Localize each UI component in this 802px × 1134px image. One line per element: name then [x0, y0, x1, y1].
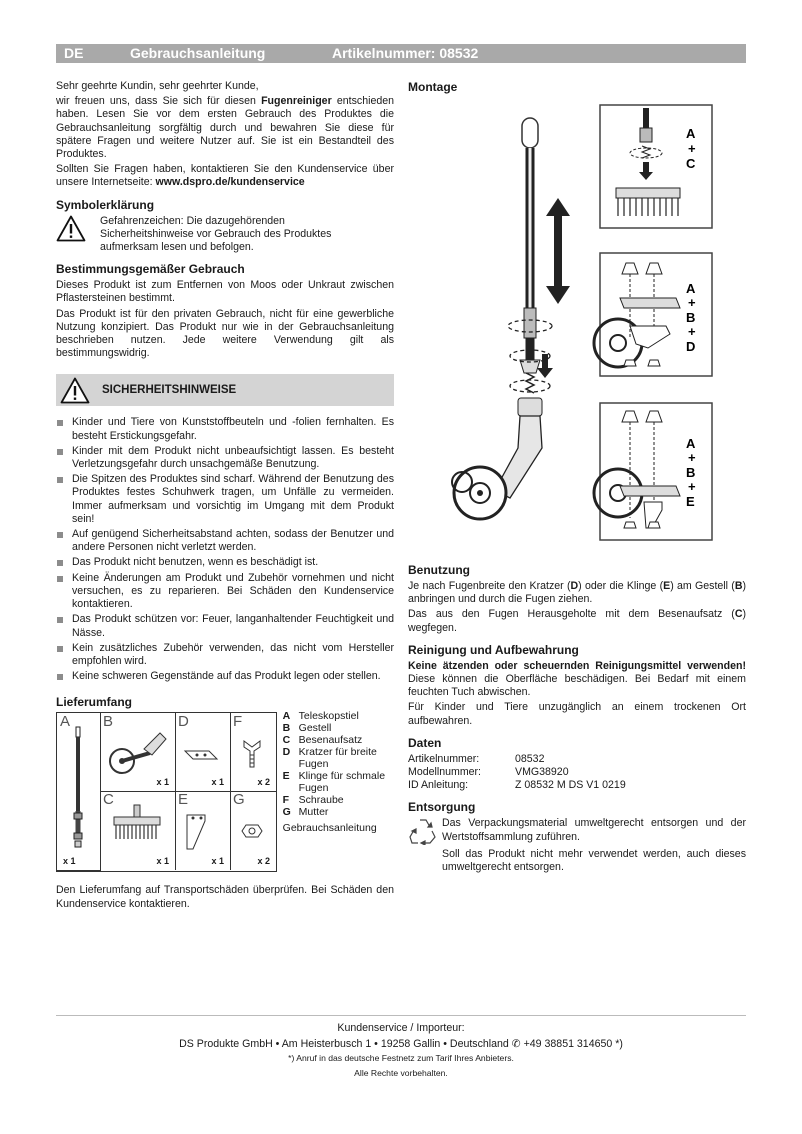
list-item: Das Produkt schützen vor: Feuer, langanhaltender Feuchtigkeit und Nässe.	[56, 613, 394, 639]
footer-importer: Kundenservice / Importeur:	[337, 1022, 465, 1034]
step1-label-a: A	[686, 126, 696, 141]
parts-legend	[283, 710, 394, 872]
safety-list	[56, 416, 394, 683]
article-number: Artikelnummer: 08532	[332, 45, 479, 61]
footer-address: DS Produkte GmbH • Am Heisterbusch 1 • 19258 Gallin • Deutschland ✆ +49 38851 314650 *)	[179, 1038, 623, 1050]
recycling-icon	[408, 817, 438, 845]
step2-label-a: A	[686, 281, 696, 296]
step2-plus-2: +	[688, 324, 696, 339]
step2-label-b: B	[686, 310, 696, 325]
table-row: ID Anleitung: Z 08532 M DS V1 0219	[408, 779, 626, 792]
phone-icon: ✆	[511, 1038, 521, 1050]
entsorgung-heading: Entsorgung	[408, 800, 476, 815]
step3-plus-1: +	[688, 450, 696, 465]
benutzung-heading: Benutzung	[408, 563, 470, 577]
montage-heading: Montage	[408, 80, 458, 94]
scope-note: Den Lieferumfang auf Transportschäden überprüfen. Bei Schäden den Kundenservice kontaktieren.	[56, 884, 394, 910]
entsorgung-paragraph-2: Soll das Produkt nicht mehr verwendet werden, auch dieses umweltgerecht entsorgen.	[442, 847, 746, 874]
step3-label-e: E	[686, 494, 695, 509]
use-heading: Bestimmungsgemäßer Gebrauch	[56, 262, 245, 277]
list-item: Auf genügend Sicherheitsabstand achten, sodass der Benutzer und andere Personen nicht verletzt werden.	[56, 528, 394, 554]
header-bar	[56, 44, 746, 63]
warning-triangle-icon	[60, 377, 90, 404]
part-cell-a: A x 1	[57, 713, 101, 871]
symbol-explanation	[56, 215, 394, 255]
use-paragraph-1: Dieses Produkt ist zum Entfernen von Moos oder Unkraut zwischen Pflastersteinen bestimmt.	[56, 279, 394, 305]
contact-paragraph: Sollten Sie Fragen haben, kontaktieren Sie den Kundenservice über unsere Internetseite: www.dspro.de/kundenservice	[56, 163, 394, 189]
entsorgung-block	[408, 817, 746, 876]
part-cell-g: G x 2	[230, 791, 276, 870]
part-cell-e: E x 1	[175, 791, 231, 870]
list-item: Kein zusätzliches Zubehör verwenden, das nicht vom Hersteller empfohlen wird.	[56, 642, 394, 668]
service-link[interactable]: www.dspro.de/kundenservice	[155, 176, 305, 189]
legend-item: D Kratzer für breite Fugen	[282, 746, 377, 771]
list-item: Keine schweren Gegenstände auf das Produkt legen oder stellen.	[56, 670, 394, 683]
symbol-text: Gefahrenzeichen: Die dazugehörenden Sicherheitshinweise vor Gebrauch des Produktes aufmerksam lesen und befolgen.	[100, 214, 332, 254]
legend-item: C Besenaufsatz	[282, 734, 363, 747]
left-column	[56, 80, 394, 913]
telescope-handle-icon	[57, 713, 100, 870]
step1-label-c: C	[686, 156, 696, 171]
part-cell-f: F x 2	[230, 713, 276, 792]
list-item: Die Spitzen des Produktes sind scharf. Während der Benutzung des Produktes festes Schuhwerk tragen, um Unfälle zu vermeiden. Immer aufmerksam und vorsichtig im Umgang mit dem Produkt sein!	[56, 473, 394, 526]
salutation: Sehr geehrte Kundin, sehr geehrter Kunde,	[56, 80, 259, 92]
intro-paragraph: wir freuen uns, dass Sie sich für diesen Fugenreiniger entschieden haben. Lesen Sie vor dem ersten Gebrauch des Produktes die Gebrauchsanleitung sorgfältig durch und bewahren Sie diese für spätere Fragen und weitere Nutzer auf. Sie ist ein Bestandteil des Produktes.	[56, 95, 395, 161]
step3-label-a: A	[686, 436, 696, 451]
list-item: Kinder und Tiere von Kunststoffbeuteln und -folien fernhalten. Es besteht Erstickungsgefahr.	[56, 416, 394, 442]
reinigung-heading: Reinigung und Aufbewahrung	[408, 642, 579, 657]
legend-item: F Schraube	[282, 794, 344, 807]
legend-manual: Gebrauchsanleitung	[282, 822, 377, 835]
safety-heading: SICHERHEITSHINWEISE	[102, 383, 237, 396]
footer-rights: Alle Rechte vorbehalten.	[354, 1068, 448, 1078]
table-row: Artikelnummer: 08532	[408, 752, 545, 765]
part-cell-b: B x 1	[100, 713, 176, 792]
daten-table	[408, 753, 746, 793]
legend-item: E Klinge für schmale Fugen	[282, 770, 386, 795]
use-paragraph-2: Das Produkt ist für den privaten Gebrauch, nicht für eine gewerbliche Nutzung konzipiert. Das Produkt nur wie in der Gebrauchsanleitung beschrieben nutzen. Jede weitere Verwendung gilt als bestimmungswidrig.	[56, 307, 394, 360]
safety-heading-box	[56, 374, 394, 406]
part-cell-c: C x 1	[100, 791, 176, 870]
table-row: Modellnummer: VMG38920	[408, 766, 569, 779]
scope-block	[56, 712, 394, 872]
footer	[56, 1015, 746, 1078]
step2-plus-1: +	[688, 295, 696, 310]
montage-section	[408, 80, 746, 97]
warning-triangle-icon	[56, 215, 86, 242]
list-item: Keine Änderungen am Produkt und Zubehör vornehmen und nicht versuchen, es zu reparieren. Bei Schäden den Kundenservice kontaktieren.	[56, 572, 394, 612]
assembly-diagram	[440, 98, 760, 558]
parts-table	[56, 712, 277, 872]
step3-label-b: B	[686, 465, 696, 480]
step2-label-d: D	[686, 339, 696, 354]
scope-heading: Lieferumfang	[56, 695, 133, 710]
step3-plus-2: +	[688, 479, 696, 494]
right-column-text	[408, 563, 746, 876]
reinigung-paragraph-2: Für Kinder und Tiere unzugänglich an einem trockenen Ort aufbewahren.	[408, 701, 746, 727]
benutzung-paragraph-1: Je nach Fugenbreite den Kratzer (D) oder die Klinge (E) am Gestell (B) anbringen und durch die Fugen ziehen.	[408, 580, 747, 606]
legend-item: G Mutter	[282, 806, 329, 819]
symbol-heading: Symbolerklärung	[56, 197, 155, 212]
daten-heading: Daten	[408, 735, 442, 750]
step1-plus: +	[688, 141, 696, 156]
part-cell-d: D x 1	[175, 713, 231, 792]
legend-item: B Gestell	[282, 722, 332, 735]
document-title: Gebrauchsanleitung	[130, 45, 266, 61]
footer-note: *) Anruf in das deutsche Festnetz zum Tarif Ihres Anbieters.	[288, 1053, 514, 1063]
entsorgung-paragraph-1: Das Verpackungsmaterial umweltgerecht entsorgen und der Wertstoffsammlung zuführen.	[442, 817, 746, 843]
language-code: DE	[64, 45, 84, 61]
entsorgung-text	[442, 817, 746, 876]
list-item: Das Produkt nicht benutzen, wenn es beschädigt ist.	[56, 556, 394, 569]
list-item: Kinder mit dem Produkt nicht unbeaufsichtigt lassen. Es besteht Verletzungsgefahr durch unsachgemäße Benutzung.	[56, 445, 394, 471]
benutzung-paragraph-2: Das aus den Fugen Herausgeholte mit dem Besenaufsatz (C) wegfegen.	[408, 608, 746, 634]
reinigung-paragraph-1: Keine ätzenden oder scheuernden Reinigungsmittel verwenden! Diese können die Oberfläche beschädigen. Bei Bedarf mit einem feuchten Tuch abwischen.	[408, 659, 746, 699]
legend-item: A Teleskopstiel	[282, 710, 359, 723]
